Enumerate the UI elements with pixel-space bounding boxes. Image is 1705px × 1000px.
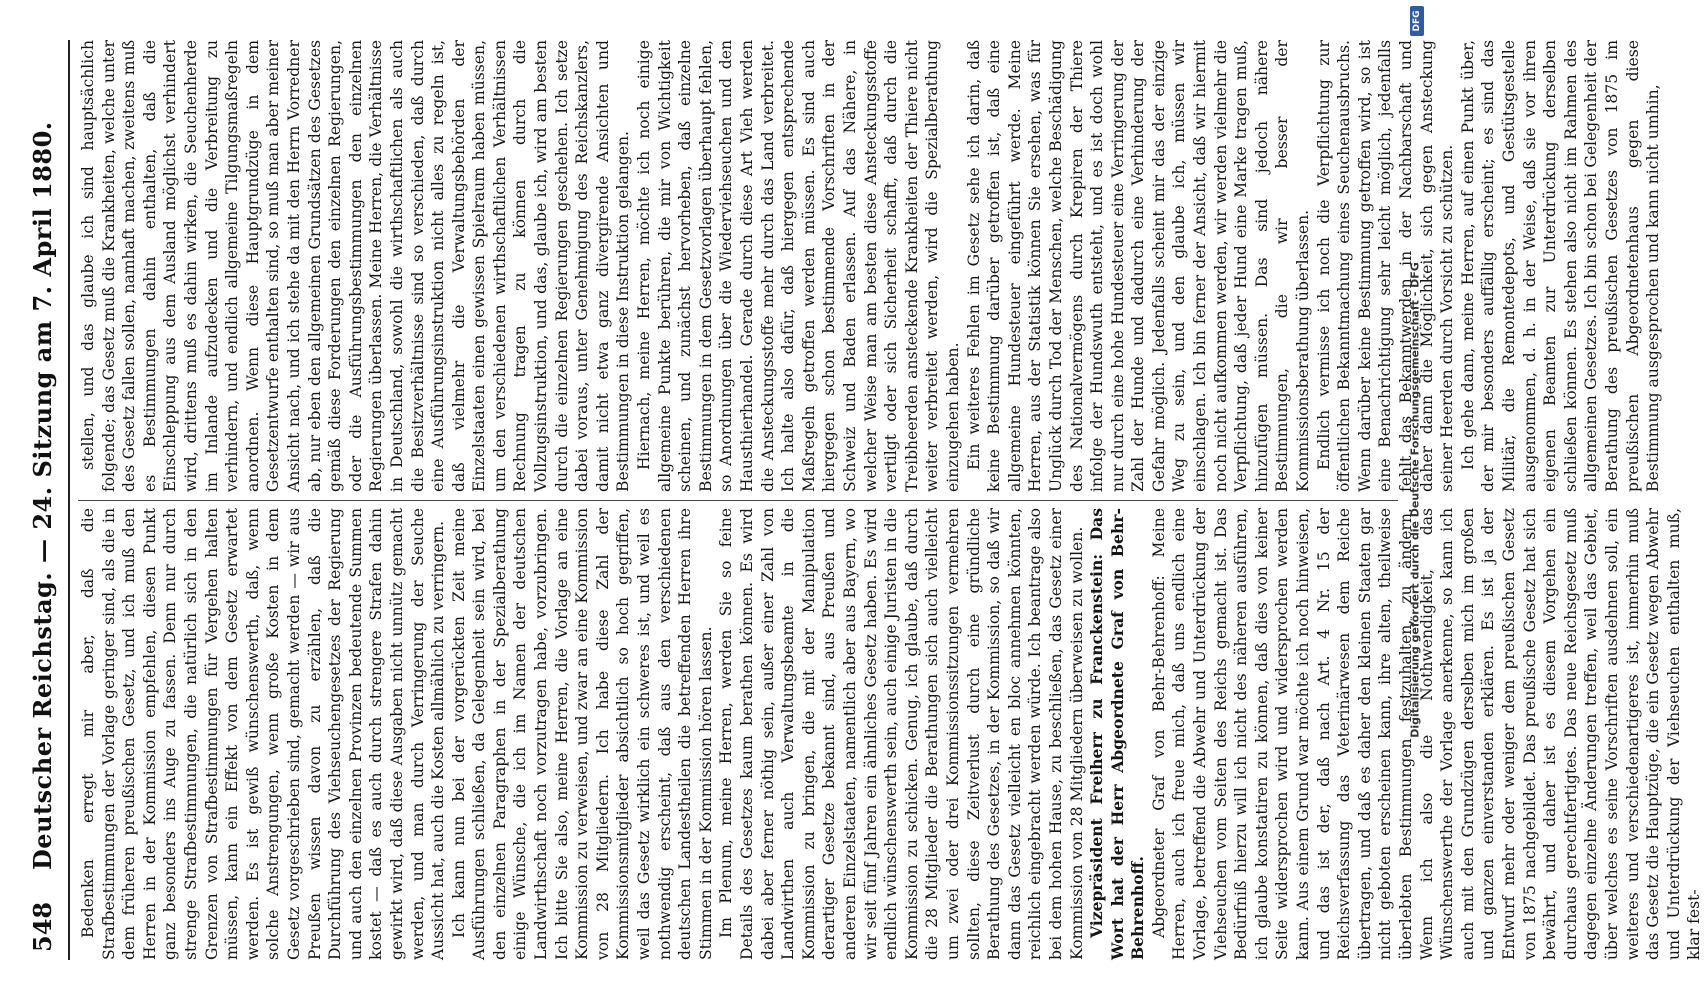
- header-rule: [68, 40, 70, 960]
- paragraph: Bedenken erregt mir aber, daß die Strafbestimmungen der Vorlage geringer sind, als die in dem früheren preußischen Gesetz, und ich muß den Herren in der Kommission empfehlen, diesen Punkt ganz besonders ins Auge zu fassen. Denn nur durch strenge Strafbestimmungen, die natürlich sich in den Grenzen von Strafbestimmungen für Vergehen halten müssen, kann ein Effekt von dem Gesetz erwartet werden. Es ist gewiß wünschenswerth, daß, wenn solche Anstrengungen, wenn große Kosten in dem Gesetz vorgeschrieben sind, gemacht werden — wir aus Preußen wissen davon zu erzählen, daß die Durchführung des Viehseuchengesetzes der Regierung und auch den einzelnen Provinzen bedeutende Summen kostet — daß es auch durch strengere Strafen dahin gewirkt wird, daß diese Ausgaben nicht unnütz gemacht werden, und man durch Verringerung der Seuche Aussicht hat, auch die Kosten allmählich zu verringern.: [79, 508, 448, 960]
- column-divider: [78, 500, 1398, 501]
- paragraph: Ich kann nun bei der vorgerückten Zeit meine Ausführungen schließen, da Gelegenheit sein wird, bei den einzelnen Paragraphen in der Spezialberathung einige Wünsche, die ich im Namen der deutschen Landwirthschaft noch vorzutragen habe, vorzubringen. Ich bitte Sie also, meine Herren, die Vorlage an eine Kommission zu verweisen, und zwar an eine Kommission von 28 Mitgliedern. Ich habe diese Zahl der Kommissionsmitglieder absichtlich so hoch gegriffen, weil das Gesetz wirklich ein schweres ist, und weil es nothwendig erscheint, daß aus den verschiedenen deutschen Landestheilen die betreffenden Herren ihre Stimmen in der Kommission hören lassen.: [449, 508, 715, 960]
- paragraph: Ich gehe dann, meine Herren, auf einen Punkt über, der mir besonders auffällig erscheint; es sind das Militär, die Remontedepots, und Gestütsgestelle ausgenommen, d. h. in der Weise, daß sie vor ihren eigenen Beamten zur Unterdrückung derselben schließen können. Es stehen also nicht im Rahmen des allgemeinen Gesetzes. Ich bin schon bei Gelegenheit der Berathung des preußischen Gesetzes von 1875 im preußischen Abgeordnetenhaus gegen diese Bestimmung ausgesprochen und kann nicht umhin,: [1458, 40, 1663, 492]
- page-number: 548: [28, 901, 57, 952]
- page-header: [26, 40, 66, 960]
- right-column: [78, 40, 1663, 492]
- dfg-logo-text: DFG: [1412, 10, 1422, 32]
- paragraph: Abgeordneter Graf von Behr-Behrenhoff: Meine Herren, auch ich freue mich, daß uns endlich eine Vorlage, betreffend die Abwehr und Unterdrückung der Viehseuchen vom Seiten des Reichs gemacht ist. Das Bedürfniß hierzu will ich nicht des näheren ausführen, ich glaube konstatiren zu können, daß dies von keiner Seite widersprochen wird und widersprochen werden kann. Aus einem Grund war möchte ich noch hinweisen, und das ist der, daß nach Art. 4 Nr. 15 der Reichsverfassung das Veterinärwesen dem Reiche übertragen, und daß es daher den kleinen Staaten gar nicht geboten erscheinen kann, ihre alten, theilweise überlebten Bestimmungen festzuhalten, zu ändern. Wenn ich also die Nothwendigkeit, das Wünschenswerthe der Vorlage anerkenne, so kann ich auch mit den Grundzügen derselben mich im großen und ganzen einverstanden erklären. Es ist ja der Entwurf mehr oder weniger dem preußischen Gesetz von 1875 nachgebildet. Das preußische Gesetz hat sich bewährt, und daher ist es diesem Vorgehen ein durchaus gerechtfertigtes. Das neue Reichsgesetz muß dagegen einzelne Änderungen treffen, weil das Gebiet, über welches es seine Vorschriften ausdehnen soll, ein weiteres und verschiedenartigeres ist, immerhin muß das Gesetz die Hauptzüge, die ein Gesetz wegen Abwehr und Unterdrückung der Viehseuchen enthalten muß, klar fest-: [1149, 508, 1704, 960]
- paragraph: Im Plenum, meine Herren, werden Sie so feine Details des Gesetzes kaum berathen können. Es wird dabei aber ferner nöthig sein, außer einer Zahl von Landwirthen auch Verwaltungsbeamte in die Kommission zu bringen, die mit der Manipulation derartiger Gesetze bekannt sind, aus Preußen und anderen Einzelstaaten, namentlich aber aus Bayern, wo wir seit fünf Jahren ein ähnliches Gesetz haben. Es wird endlich wünschenswerth sein, auch einige Juristen in die Kommission zu schicken. Genug, ich glaube, daß durch die 28 Mitglieder die Berathungen sich auch vielleicht um zwei oder drei Kommissionssitzungen vermehren sollten, diese Zeitverlust durch eine gründliche Berathung des Gesetzes, in der Kommission, so daß wir dann das Gesetz vielleicht en bloc annehmen könnten, reichlich eingebracht werden würde. Ich beantrage also bei dem hohen Hause, zu beschließen, das Gesetz einer Kommission von 28 Mitgliedern überweisen zu wollen.: [717, 508, 1086, 960]
- credit-text: Digitalisierung gefördert durch die Deutsche Forschungsgemeinschaft - DFG: [1408, 262, 1422, 738]
- speaker-paragraph: Vizepräsident Freiherr zu Franckenstein: Das Wort hat der Herr Abgeordnete Graf von Behr-Behrenhoff.: [1087, 508, 1148, 960]
- paragraph: Endlich vermisse ich noch die Verpflichtung zur öffentlichen Bekanntmachung eines Seuchenausbruchs. Wenn darüber keine Bestimmung getroffen wird, so ist eine Benachrichtigung sehr leicht möglich, jedenfalls fehlt das Bekanntwerden in der Nachbarschaft und daher dann die Möglichkeit, sich gegen Ansteckung seiner Heerden durch Vorsicht zu schützen.: [1314, 40, 1457, 492]
- paragraph: stellen, und das glaube ich sind hauptsächlich folgende; das Gesetz muß die Krankheiten, welche unter des Gesetz fallen sollen, namhaft machen, zweitens muß es Bestimmungen dahin enthalten, daß die Einschleppung aus dem Ausland möglichst verhindert wird, drittens muß es dahin wirken, die Seuchenherde im Inlande aufzudecken und die Verbreitung zu verhindern, und endlich allgemeine Tilgungsmaßregeln anordnen. Wenn diese Hauptgrundzüge in dem Gesetzentwurfe enthalten sind, so muß man aber meiner Ansicht nach, und ich stehe da mit den Herrn Vorredner ab, nur eben den allgemeinen Grundsätzen des Gesetzes gemäß diese Forderungen den einzelnen Regierungen, oder die Ausführungsbestimmungen den einzelnen Regierungen überlassen. Meine Herren, die Verhältnisse in Deutschland, sowohl die wirthschaftlichen als auch die Besitzverhältnisse sind so verschieden, daß durch eine Ausführungsinstruktion nicht alles zu regeln ist, daß vielmehr die Verwaltungsbehörden der Einzelstaaten einen gewissen Spielraum haben müssen, um den verschiedenen wirthschaftlichen Verhältnissen Rechnung tragen zu können durch die Vollzugsinstruktion, und das, glaube ich, wird am besten durch die einzelnen Regierungen geschehen. Ich setze dabei voraus, unter Genehmigung des Reichskanzlers, damit nicht etwa ganz divergirende Ansichten und Bestimmungen in diese Instruktion gelangen.: [79, 40, 633, 492]
- digitization-credit: [1406, 10, 1424, 990]
- paragraph: Hiernach, meine Herren, möchte ich noch einige allgemeine Punkte berühren, die mir von Wichtigkeit scheinen, und zunächst hervorheben, daß einzelne Bestimmungen in dem Gesetzvorlagen überhaupt fehlen, so Anordnungen über die Wiederviehseuchen und den Hausthierhandel. Gerade durch diese Art Vieh werden die Ansteckungsstoffe mehr durch das Land verbreitet. Ich halte also dafür, daß hiergegen entsprechende Maßregeln getroffen werden müssen. Es sind auch hiergegen schon bestimmende Vorschriften in der Schweiz und Baden erlassen. Auf das Nähere, in welcher Weise man am besten diese Ansteckungsstoffe vertilgt oder sich Sicherheit schafft, daß durch die Treibheerden ansteckende Krankheiten der Thiere nicht weiter verbreitet werden, wird die Spezialberathung einzugehen haben.: [635, 40, 962, 492]
- left-column: [78, 508, 1704, 960]
- running-title: Deutscher Reichstag. — 24. Sitzung am 7. April 1880.: [28, 121, 57, 870]
- paragraph: Ein weiteres Fehlen im Gesetz sehe ich darin, daß keine Bestimmung darüber getroffen ist, daß eine allgemeine Hundesteuer eingeführt werde. Meine Herren, aus der Statistik können Sie ersehen, was für Unglück durch Tod der Menschen, welche Beschädigung des Nationalvermögens durch Krepiren der Thiere infolge der Hundswuth entsteht, und es ist doch wohl nur durch eine hohe Hundesteuer eine Verringerung der Zahl der Hunde und dadurch eine Verhinderung der Gefahr möglich. Jedenfalls scheint mir das der einzige Weg zu sein, und den glaube ich, müssen wir einschlagen. Ich bin ferner der Ansicht, daß wir hiermit noch nicht aufkommen werden, wir werden vielmehr die Verpflichtung, daß jeder Hund eine Marke tragen muß, hinzufügen müssen. Das sind jedoch nähere Bestimmungen, die wir besser der Kommissionsberathung überlassen.: [964, 40, 1313, 492]
